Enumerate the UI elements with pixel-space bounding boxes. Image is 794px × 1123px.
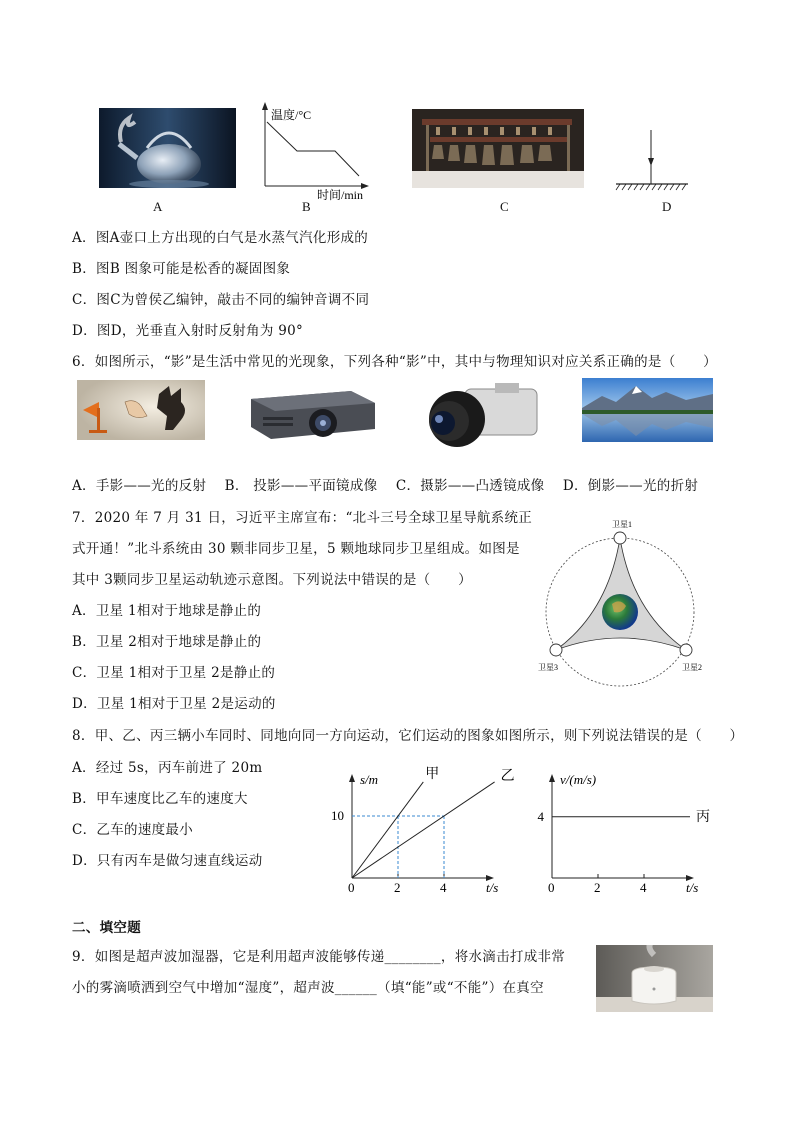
y-axis-label: s/m — [360, 772, 379, 787]
satellite-2-label: 卫星2 — [682, 663, 702, 672]
y-axis-arrow — [349, 774, 355, 782]
x-tick-label: 0 — [548, 880, 555, 895]
section-heading: 二、填空题 — [72, 920, 141, 936]
fig-label-c: C — [500, 199, 509, 214]
q8-option-b: B．甲车速度比乙车的速度大 — [72, 791, 248, 807]
q7-stem-line-1: 7．2020 年 7 月 31 日，习近平主席宣布：“北斗三号全球卫星导航系统正 — [72, 510, 533, 526]
q7-option-b: B．卫星 2相对于地球是静止的 — [72, 634, 262, 650]
satellite-1-label: 卫星1 — [612, 520, 632, 529]
q7-option-d: D．卫星 1相对于卫星 2是运动的 — [72, 696, 276, 712]
x-tick-label: 4 — [440, 880, 447, 895]
y-tick-label: 10 — [331, 808, 344, 823]
fig-label-b: B — [302, 199, 311, 214]
graph-b-ylabel: 温度/°C — [271, 108, 312, 122]
satellite-orbit-diagram — [536, 516, 706, 692]
q7-option-a: A．卫星 1相对于地球是静止的 — [72, 603, 262, 619]
x-axis-label: t/s — [686, 880, 699, 895]
humidifier-photo — [596, 945, 713, 1012]
temperature-graph-b — [255, 96, 375, 202]
graph-b-xlabel: 时间/min — [317, 188, 364, 202]
fig-label-a: A — [153, 199, 163, 214]
series-label: 丙 — [696, 809, 710, 825]
series-label: 甲 — [425, 766, 440, 782]
reflection-diagram-d — [612, 126, 692, 192]
q9-line-1: 9．如图是超声波加湿器，它是利用超声波能够传递________，将水滴击打成非常 — [72, 949, 566, 965]
chime-bells-photo — [412, 109, 584, 188]
fig-label-d: D — [662, 199, 672, 214]
x-tick-label: 2 — [394, 880, 401, 895]
q5-option-d: D．图D，光垂直入射时反射角为 90° — [72, 323, 304, 339]
camera-photo — [413, 381, 543, 449]
satellite-3-label: 卫星3 — [538, 663, 558, 672]
x-tick-label: 4 — [640, 880, 647, 895]
q7-stem-line-3: 其中 3颗同步卫星运动轨迹示意图。下列说法中错误的是（ ） — [72, 572, 472, 588]
series-line — [352, 782, 495, 878]
q8-option-d: D．只有丙车是做匀速直线运动 — [72, 853, 263, 869]
y-axis-arrow — [549, 774, 555, 782]
x-tick-label: 2 — [594, 880, 601, 895]
projector-photo — [241, 381, 381, 448]
y-tick-label: 4 — [537, 808, 544, 824]
hand-shadow-photo — [77, 380, 205, 440]
lake-reflection-photo — [582, 378, 713, 442]
q8-stem: 8．甲、乙、丙三辆小车同时、同地向同一方向运动，它们运动的图象如图所示，则下列说法错误的是（ ） — [72, 728, 744, 744]
q6-options: A．手影——光的反射 B． 投影——平面镜成像 C．摄影——凸透镜成像 D．倒影——光的折射 — [72, 478, 699, 494]
v-t-graph — [530, 770, 710, 895]
q8-option-a: A．经过 5s，丙车前进了 20m — [72, 760, 263, 776]
s-t-graph — [330, 766, 515, 895]
series-label: 乙 — [500, 768, 515, 784]
y-axis-label: v/(m/s) — [560, 772, 597, 787]
x-axis-label: t/s — [486, 880, 499, 895]
q6-stem: 6．如图所示，“影”是生活中常见的光现象，下列各种“影”中，其中与物理知识对应关系正确的是（ ） — [72, 354, 717, 370]
q7-option-c: C．卫星 1相对于卫星 2是静止的 — [72, 665, 276, 681]
q5-option-b: B．图B 图象可能是松香的凝固图象 — [72, 261, 291, 277]
q5-option-c: C．图C为曾侯乙编钟，敲击不同的编钟音调不同 — [72, 292, 370, 308]
q8-option-c: C．乙车的速度最小 — [72, 822, 194, 838]
q7-stem-line-2: 式开通！”北斗系统由 30 颗非同步卫星，5 颗地球同步卫星组成。如图是 — [72, 541, 520, 557]
q9-line-2: 小的雾滴喷洒到空气中增加“湿度”，超声波______（填“能”或“不能”）在真空 — [72, 980, 544, 996]
kettle-photo — [99, 108, 236, 188]
x-tick-label: 0 — [348, 880, 355, 895]
series-line — [352, 782, 423, 878]
q5-option-a: A．图A壶口上方出现的白气是水蒸气汽化形成的 — [72, 230, 369, 246]
